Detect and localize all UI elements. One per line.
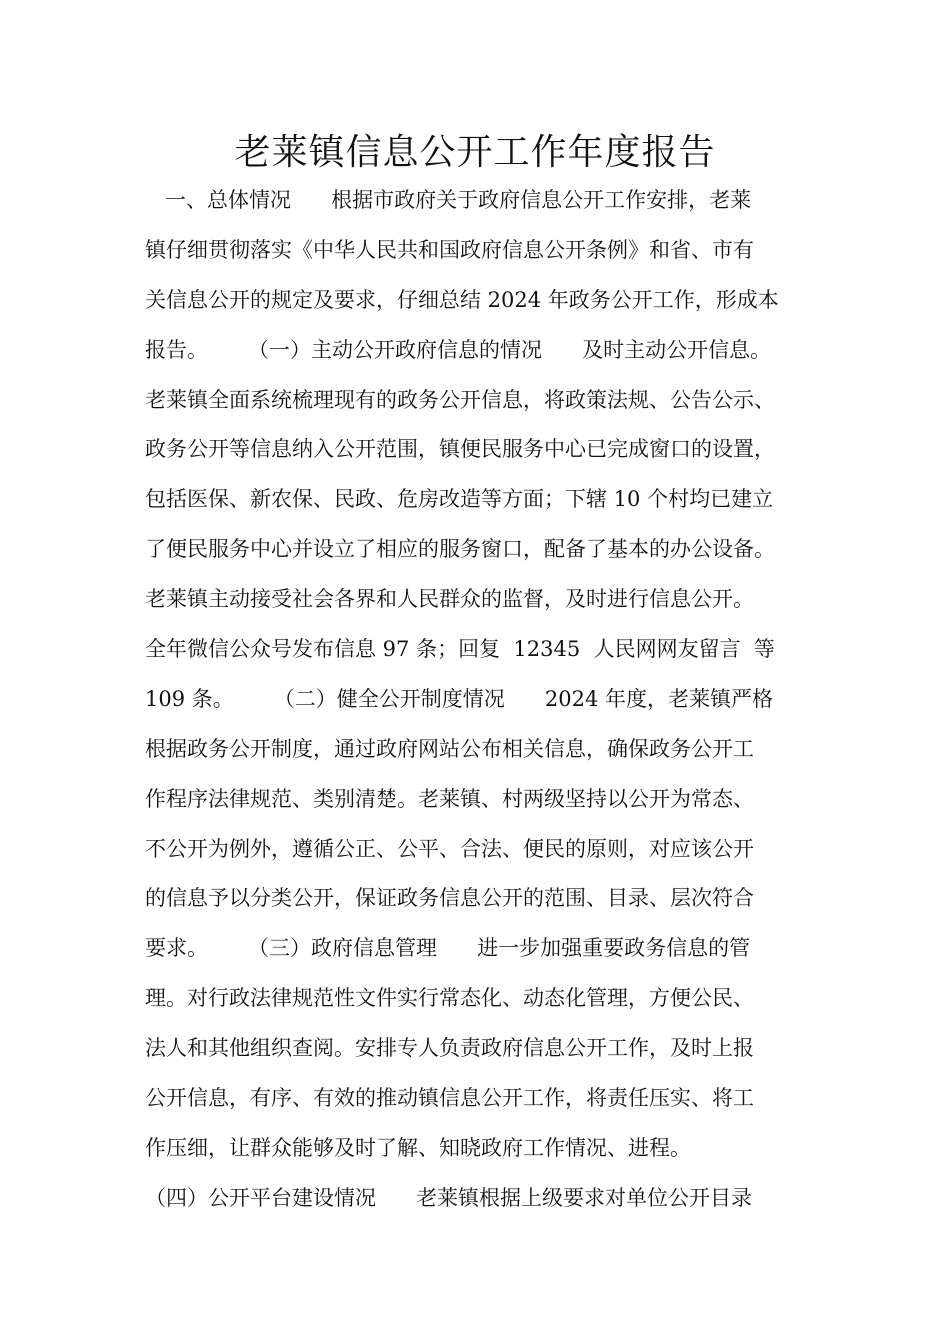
body-line: 作压细，让群众能够及时了解、知晓政府工作情况、进程。 <box>145 1135 691 1160</box>
body-line: 的信息予以分类公开，保证政务信息公开的范围、目录、层次符合 <box>145 886 754 911</box>
body-line: 包括医保、新农保、民政、危房改造等方面；下辖 10 个村均已建立 <box>145 487 774 512</box>
document-title: 老莱镇信息公开工作年度报告 <box>234 132 716 173</box>
body-line: 政务公开等信息纳入公开范围，镇便民服务中心已完成窗口的设置， <box>145 437 775 462</box>
body-line: 要求。 （三）政府信息管理 进一步加强重要政务信息的管 <box>145 936 751 961</box>
body-line: 不公开为例外，遵循公正、公平、合法、便民的原则，对应该公开 <box>145 836 754 861</box>
body-line: 关信息公开的规定及要求，仔细总结 2024 年政务公开工作，形成本 <box>145 287 779 312</box>
body-line: 法人和其他组织查阅。安排专人负责政府信息公开工作，及时上报 <box>145 1036 754 1061</box>
body-line: 了便民服务中心并设立了相应的服务窗口，配备了基本的办公设备。 <box>145 537 775 562</box>
body-line: 作程序法律规范、类别清楚。老莱镇、村两级坚持以公开为常态、 <box>145 786 754 811</box>
body-line: 镇仔细贯彻落实《中华人民共和国政府信息公开条例》和省、市有 <box>145 237 754 262</box>
body-line: 老莱镇主动接受社会各界和人民群众的监督，及时进行信息公开。 <box>145 587 754 612</box>
body-line: 理。对行政法律规范性文件实行常态化、动态化管理，方便公民、 <box>145 986 754 1011</box>
body-line: 109 条。 （二）健全公开制度情况 2024 年度，老莱镇严格 <box>145 686 773 711</box>
body-line: 全年微信公众号发布信息 97 条；回复 12345 人民网网友留言 等 <box>145 637 775 662</box>
body-line: 报告。 （一）主动公开政府信息的情况 及时主动公开信息。 <box>145 337 772 362</box>
body-line: （四）公开平台建设情况 老莱镇根据上级要求对单位公开目录 <box>145 1185 753 1210</box>
body-line: 公开信息，有序、有效的推动镇信息公开工作，将责任压实、将工 <box>145 1086 754 1111</box>
body-line: 根据政务公开制度，通过政府网站公布相关信息，确保政务公开工 <box>145 736 754 761</box>
body-line: 老莱镇全面系统梳理现有的政务公开信息，将政策法规、公告公示、 <box>145 387 775 412</box>
body-line: 一、总体情况 根据市政府关于政府信息公开工作安排，老莱 <box>145 188 752 212</box>
document-body <box>145 176 845 1224</box>
